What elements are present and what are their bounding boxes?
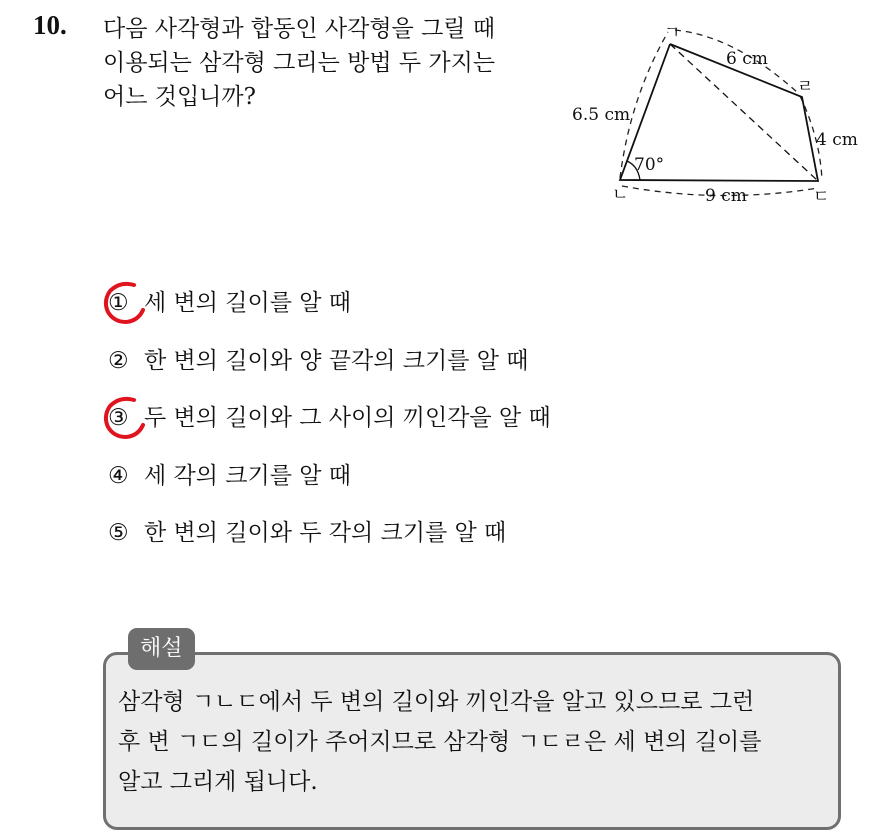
option-3[interactable] — [108, 398, 551, 456]
angle-label: 70° — [634, 155, 665, 175]
answer-options — [108, 283, 551, 571]
explanation-line: 삼각형 ㄱㄴㄷ에서 두 변의 길이와 끼인각을 알고 있으므로 그런 — [118, 689, 755, 715]
option-text: 두 변의 길이와 그 사이의 끼인각을 알 때 — [144, 405, 551, 431]
explanation-line: 알고 그리게 됩니다. — [118, 769, 318, 795]
side-label-top: 6 cm — [726, 49, 768, 69]
side-label-left: 6.5 cm — [572, 105, 631, 125]
option-number: ① — [108, 290, 129, 316]
answer-circle-mark — [100, 279, 148, 327]
option-number: ② — [108, 347, 129, 374]
question-line: 어느 것입니까? — [103, 84, 256, 110]
option-number: ③ — [108, 405, 129, 431]
option-text: 한 변의 길이와 양 끝각의 크기를 알 때 — [144, 347, 529, 374]
question-text — [103, 12, 553, 114]
quadrilateral-figure — [560, 18, 870, 218]
question-line: 이용되는 삼각형 그리는 방법 두 가지는 — [103, 50, 496, 76]
option-text: 한 변의 길이와 두 각의 크기를 알 때 — [144, 520, 507, 546]
option-text: 세 각의 크기를 알 때 — [144, 462, 351, 489]
option-4[interactable] — [108, 456, 551, 514]
option-number: ④ — [108, 462, 129, 489]
side-label-bottom: 9 cm — [705, 186, 747, 206]
explanation-line: 후 변 ㄱㄷ의 길이가 주어지므로 삼각형 ㄱㄷㄹ은 세 변의 길이를 — [118, 729, 762, 755]
option-5[interactable] — [108, 513, 551, 571]
vertex-label-b: ㄴ — [612, 185, 629, 205]
vertex-label-d: ㄹ — [797, 77, 814, 97]
option-2[interactable] — [108, 341, 551, 399]
explanation-text — [118, 682, 833, 802]
option-number: ⑤ — [108, 520, 129, 546]
vertex-label-c: ㄷ — [813, 187, 830, 207]
vertex-label-a: ㄱ — [664, 23, 681, 43]
question-line: 다음 사각형과 합동인 사각형을 그릴 때 — [103, 16, 496, 42]
side-label-right: 4 cm — [816, 130, 858, 150]
option-1[interactable] — [108, 283, 551, 341]
answer-circle-mark — [100, 394, 148, 442]
explanation-tag: 해설 — [128, 628, 195, 670]
option-text: 세 변의 길이를 알 때 — [144, 290, 351, 316]
question-number: 10. — [33, 10, 67, 40]
